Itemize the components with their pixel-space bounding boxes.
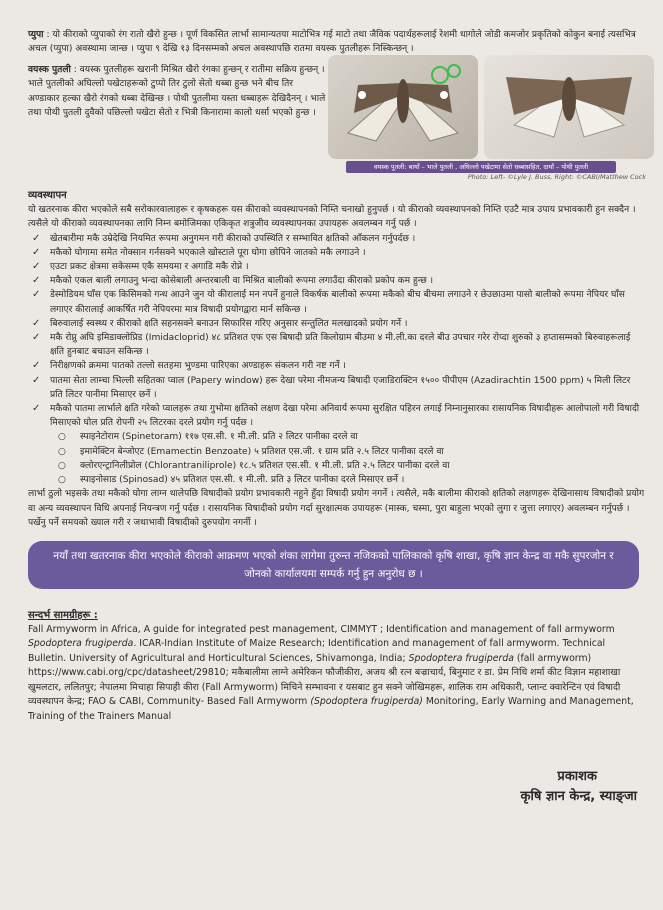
- references-text: [28, 623, 639, 725]
- management-intro: यो खतरनाक कीरा भएकोले सबै सरोकारवालाहरू र कृषकहरू यस कीराको व्यवस्थापनको निम्ति चनाखो हुनुपर्छ । यो कीराको व्यवस्थापनको निम्ति एउटै मात्र उपाय प्रभावकारी हुन सक्दैन । त्यसैले यो कीराको व्यवस्थापनका लागि निम्न बमोजिमका एकिकृत शत्रुजीव व्यवस्थापनका उपायहरू अवलम्बन गर्नु पर्छ ।: [28, 204, 636, 230]
- check-item: ✓ डेस्मोडियम घाँस एक किसिमको गन्ध आउने जुन यो कीरालाई मन नपर्ने हुनाले विकर्षक बालीको रूपमा मकैको बीच बीचमा लगाउने र छेउछाउमा पासो बालीको रूपमा नेपियर घाँस लगाएर कीरालाई आकर्षित गरी नेपियरमा मात्र विषादी प्रयोगद्वारा मार्न सकिन्छ ।: [28, 288, 645, 316]
- management-heading: व्यवस्थापन: [28, 189, 67, 201]
- references-heading: सन्दर्भ सामग्रीहरू :: [28, 609, 98, 621]
- check-item: ✓ मकैको एकल बाली लगाउनु भन्दा कोसेबाली अन्तरबाली वा मिश्रित बालीको रूपमा लगाउँदा कीराको प्रकोप कम हुन्छ ।: [28, 274, 645, 288]
- ref-part: (fall armyworm) https://www.cabi.org/cpc/datasheet/29810; मकैबालीमा लाग्ने अमेरिकन फौजीकीरा, अजय श्री रत्न बज्राचार्य, बिनुमाट र डा. प्रेम निधि शर्मा कीट विज्ञान महाशाखा खुमलटार, ललितपुर; नेपालमा मिचाहा सिपाही कीरा (Fall Armyworm) मिचिने सम्भावना र यसबाट हुन सक्ने जोखिमहरू, शालिक राम अधिकारी, प्लान्ट क्वारेन्टिन एवं विषादी व्यवस्थापन केन्द्र; FAO & CABI, Community- Based Fall Armyworm: [28, 652, 621, 708]
- species-name: Spodoptera frugiperda: [408, 652, 514, 664]
- species-name: Spodoptera frugiperda: [28, 638, 134, 650]
- check-item: ✓ एउटा प्रकट क्षेत्रमा सकेसम्म एकै समयमा र अगाडि मकै रोप्ने ।: [28, 260, 645, 274]
- species-name: (Spodoptera frugiperda): [310, 696, 423, 708]
- contact-alert-box: नयाँ तथा खतरनाक कीरा भएकोले कीराको आक्रमण भएको शंका लागेमा तुरुन्त नजिकको पालिकाको कृषि शाखा, कृषि ज्ञान केन्द्र वा मकै सुपरजोन र जोनको कार्यालयमा सम्पर्क गर्नु हुन अनुरोध छ ।: [28, 541, 639, 589]
- check-item: ✓ मकैको पातमा लार्भाले क्षति गरेको प्वालहरू तथा गुभोमा क्षतिको लक्षण देखा परेमा अनिवार्य रूपमा सुरक्षित पहिरन लगाई निम्नानुसारका रासायनिक विषादीहरू आलोपालो गरी विषादी मिसाएको घोल प्रति रोपनी २५ लिटरका दरले प्रयोग गर्नु पर्दछ ।: [28, 402, 645, 430]
- adult-label: वयस्क पुतली: [28, 64, 71, 75]
- pupa-text: : यो कीराको प्युपाको रंग रातो खैरो हुन्छ । पूर्ण विकसित लार्भा सामान्यतया माटोभित्र गई माटो तथा जैविक पदार्थहरूलाई रेशमी धागोले जोडी कमजोर प्रकृतिको कोकुन बनाई त्यसभित्र अचल (प्युपा) अवस्थामा जान्छ । प्युपा ९ देखि १३ दिनसम्मको अचल अवस्थापछि रातमा वयस्क पुतलीहरू निस्किन्छन् ।: [28, 30, 636, 55]
- ref-part: Fall Armyworm in Africa, A guide for integrated pest management, CIMMYT ; Identification and management of fall armyworm: [28, 623, 615, 635]
- pesticide-item: ○ स्पाइनेटोराम (Spinetoram) ११७ एस.सी. १ मी.ली. प्रति २ लिटर पानीका दरले वा: [68, 430, 645, 444]
- pesticide-list: [28, 430, 645, 487]
- pesticide-item: ○ स्पाइनोसाड (Spinosad) ४५ प्रतिशत एस.सी. १ मी.ली. प्रति ३ लिटर पानीका दरले मिसाएर छर्ने ।: [68, 473, 645, 487]
- photo-caption: वयस्क पुतली: बायाँ – भाले पुतली , अघिल्लो पखेटामा सेतो धब्बासहित, दायाँ – पोथी पुतली: [346, 161, 616, 173]
- check-item: ✓ निरीक्षणको क्रममा पातको तल्लो सतहमा भुण्डमा पारिएका अण्डाहरू संकलन गरी नष्ट गर्ने ।: [28, 359, 645, 373]
- check-item: ✓ मकैको घोगामा समेत नोक्सान गर्नसक्ने भएकाले खोस्टाले पूरा घोगा छोपिने जातको मकै लगाउने ।: [28, 246, 645, 260]
- check-item: ✓ बिरुवालाई स्वस्थ्य र कीराको क्षति सहनसक्ने बनाउन सिफारिस गरिए अनुसार सन्तुलित मलखादको प्रयोग गर्ने ।: [28, 317, 645, 331]
- adult-text: : वयस्क पुतलीहरू खरानी मिश्रित खैरो रंगका हुन्छन् र रातीमा सक्रिय हुन्छन् । भाले पुतलीको अघिल्लो पखेटाहरूको टुप्पो तिर टुलो सेतो धब्बा हुन्छ भने बीच तिर अण्डाकार हल्का खैरो रंगको धब्बा देखिन्छ । पोथी पुतलीमा यस्ता धब्बाहरू देखिदैनन् । भाले तथा पोथी पुतली दुवैको पछिल्लो पखेटा सेतो र भित्री किनारामा कालो धर्सा भएको हुन्छ ।: [28, 64, 326, 119]
- ref-part: . ICAR-Indian Institute of Maize Research; Identification and management of fall armyworm. Technical Bulletin. University of Agricultural and Horticultural Sciences, Shivamonga, India;: [28, 638, 606, 664]
- adult-section: [28, 63, 645, 181]
- ref-part: Monitoring, Early Warning and Management, Training of the Trainers Manual: [28, 696, 634, 723]
- publisher-label: प्रकाशक: [557, 769, 597, 784]
- pupa-label: प्युपा: [28, 30, 44, 40]
- pupa-paragraph: [28, 0, 645, 57]
- pesticide-item: ○ क्लोरएन्ट्रानिलीप्रोल (Chlorantraniliprole) १८.५ प्रतिशत एस.सी. १ मी.ली. प्रति २.५ लिटर पानीका दरले वा: [68, 459, 645, 473]
- photo-credit: Photo: Left- ©Lyle J. Buss, Right: ©CABI/Matthew Cock: [467, 172, 646, 181]
- male-moth-photo: [328, 55, 478, 159]
- adult-paragraph: [28, 63, 326, 121]
- check-item: ✓ मकै रोप्नु अघि इमिडाक्लोप्रिड (Imidacloprid) ४८ प्रतिशत एफ एस बिषादी प्रति किलोग्राम बीउमा ४ मी.ली.का दरले बीउ उपचार गरेर रोप्दा शुरुको ३ हप्तासम्मको बिरुवाहरूलाई क्षति हुनबाट बचाउन सकिन्छ ।: [28, 331, 645, 359]
- moth-photos: [328, 55, 654, 183]
- closing-paragraph: लार्भा ठुलो भइसके तथा मकैको घोगा लाग्न थालेपछि विषादीको प्रयोग प्रभावकारी नहुने हुँदा विषादी प्रयोग नगर्ने । त्यसैले, मकै बालीमा कीराको क्षतिको लक्षणहरू देखिनासाथ विषादीको प्रयोग वा अन्य व्यवस्थापन विधि अपनाई नियन्त्रण गर्नु पर्दछ । रासायनिक विषादीको प्रयोग गर्दा सुरक्षात्मक उपायहरू (मास्क, चस्मा, पुरा बाहुला भएको लुगा र जुत्ता लगाएर) अवलम्बन गर्नुपर्छ । पर्खेनु पर्ने समयको ख्याल गरी र जथाभावी विषादीको दुरुपयोग नगर्नी ।: [28, 489, 645, 529]
- female-moth-icon: [484, 55, 654, 159]
- publisher-name: कृषि ज्ञान केन्द्र, स्याङ्जा: [520, 789, 637, 804]
- check-item: ✓ पातमा सेता लाम्चा भिल्ली सहितका प्वाल (Papery window) हरू देखा परेमा नीमजन्य बिषादी एजाडिराक्टिन १५०० पीपीएम (Azadirachtin 1500 ppm) ५ मिली लिटर प्रति लिटर पानीमा मिसाएर छर्ने ।: [28, 374, 645, 402]
- pesticide-item: ○ इमामेक्टिन बेन्जोएट (Emamectin Benzoate) ५ प्रतिशत एस.जी. १ ग्राम प्रति २.५ लिटर पानीका दरले वा: [68, 445, 645, 459]
- check-item: ✓ खेतबारीमा मकै उम्रेदेखि नियमित रूपमा अनुगमन गरी कीराको उपस्थिति र सम्भावित क्षतिको आँकलन गर्नुपर्दछ ।: [28, 232, 645, 246]
- female-moth-photo: [484, 55, 654, 159]
- male-moth-icon: [328, 55, 478, 159]
- management-checklist: [28, 232, 645, 431]
